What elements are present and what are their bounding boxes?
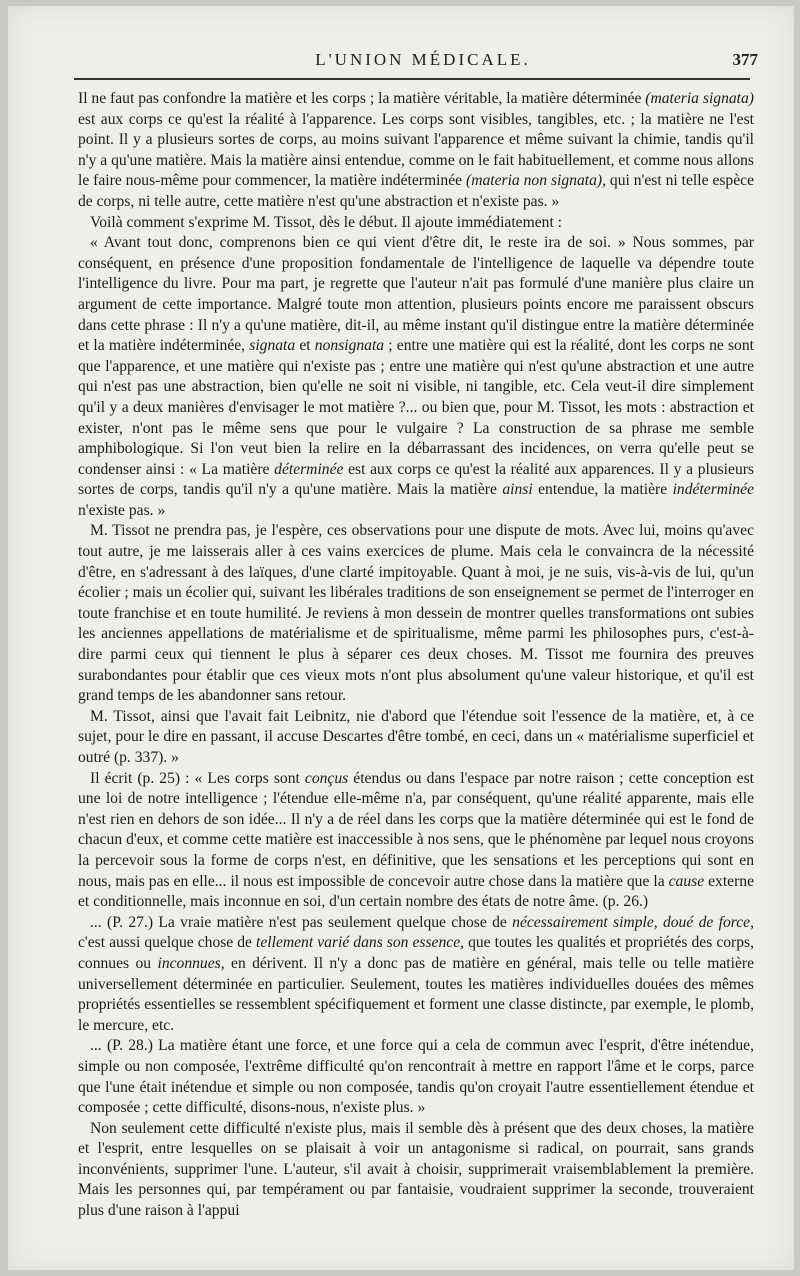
text-run: et	[295, 337, 315, 355]
text-run: que toutes les qualités et propriétés des corps, connues ou	[78, 934, 754, 972]
page-header	[88, 44, 758, 74]
italic-run: cause	[668, 872, 705, 890]
italic-run: signata	[249, 337, 296, 355]
italic-run: nonsignata	[314, 337, 385, 355]
page-number: 377	[732, 50, 758, 69]
paragraph-5	[78, 707, 754, 769]
text-run: Il ne faut pas confondre la matière et les corps ; la matière véritable, la matière déterminée	[78, 90, 646, 107]
italic-run: indéterminée	[672, 481, 754, 499]
paragraph-8	[78, 1036, 754, 1118]
paragraph-2	[78, 213, 754, 234]
paragraph-4	[78, 521, 754, 706]
italic-run: ainsi	[502, 481, 533, 499]
italic-run: tellement varié dans son essence,	[256, 934, 465, 952]
text-run: ... (P. 27.) La vraie matière n'est pas seulement quelque chose de	[90, 913, 513, 931]
body-text	[78, 89, 754, 1222]
running-title: L'UNION MÉDICALE.	[315, 50, 531, 69]
paragraph-1	[78, 89, 754, 213]
text-run: étendus ou dans l'espace par notre raison ; cette conception est une loi de notre intelligence ; l'étendue elle-même n'a, par conséquent, qu'une réalité apparente, mais elle n'est rien en dehors de son idée... Il n'y a de réel dans les corps que la matière déterminée qui est le fond de chacun d'eux, et comme cette matière est inaccessible à nos sens, que le phénomène par lequel nous croyons la percevoir sous la forme de corps n'est, en définitive, que les sensations et les perceptions qui sont en nous, mais pas en elle... il nous est impossible de concevoir autre chose dans la matière que la	[78, 769, 754, 890]
text-run: Voilà comment s'exprime M. Tissot, dès le début. Il ajoute immédiatement :	[90, 213, 563, 231]
text-run: n'existe pas. »	[78, 501, 166, 519]
italic-run: conçus	[304, 769, 349, 787]
italic-run: déterminée	[274, 460, 344, 478]
paragraph-7	[78, 913, 754, 1037]
text-run: ... (P. 28.) La matière étant une force, et une force qui a cela de commun avec l'esprit, d'être inétendue, simple ou non composée, l'extrême difficulté qu'on rencontrait à mettre en rapport l'âme et le corps, parce que l'une était inétendue et simple ou non composée, tandis qu'on croyait l'autre essentiellement étendue et composée ; cette difficulté, disons-nous, n'existe plus. »	[78, 1037, 754, 1117]
text-run: externe et conditionnelle, mais inconnue en soi, d'un certain nombre des états de notre âme. (p. 26.)	[78, 872, 754, 911]
italic-run: (materia non signata),	[466, 172, 606, 190]
italic-run: (materia signata)	[645, 90, 755, 107]
text-run: « Avant tout donc, comprenons bien ce qui vient d'être dit, le reste ira de soi. » Nous sommes, par conséquent, en présence d'une proposition fondamentale de l'intelligence de laquelle va dépendre toute l'intelligence du livre. Pour ma part, je regrette que l'auteur n'ait pas formulé d'une manière plus claire un argument de cette importance. Malgré toute mon attention, plusieurs points encore me paraissent obscurs dans cette phrase : Il n'y a qu'une matière, dit-il, au même instant qu'il distingue entre la matière déterminée et la matière indéterminée,	[78, 234, 754, 355]
paragraph-3	[78, 233, 754, 521]
paragraph-9	[78, 1119, 754, 1222]
header-rule	[74, 78, 750, 80]
italic-run: inconnues,	[157, 954, 225, 972]
text-run: ; entre une matière qui est la réalité, dont les corps ne sont que l'apparence, et une matière qui n'existe pas ; entre une matière qui n'est qu'une abstraction et une autre qui n'est pas une abstraction, bien qu'elle ne soit ni visible, ni tangible, etc. Cela veut-il dire simplement qu'il y a deux manières d'envisager le mot matière ?... ou bien que, pour M. Tissot, les mots : abstraction et exister, n'ont pas le même sens que pour le vulgaire ? La construction de sa phrase me semble amphibologique. Si l'on veut bien la relire en la débarrassant des incidences, on verra qu'elle peut se condenser ainsi : « La matière	[78, 337, 754, 478]
text-run: en dérivent. Il n'y a donc pas de matière en général, mais telle ou telle matière universellement déterminée en particulier. Seulement, toutes les matières individuelles douées des mêmes propriétés essentielles se ressemblent spécifiquement et forment une classe distincte, par exemple, le plomb, le mercure, etc.	[78, 954, 754, 1034]
paragraph-6	[78, 769, 754, 913]
text-run: M. Tissot, ainsi que l'avait fait Leibnitz, nie d'abord que l'étendue soit l'essence de la matière, et, à ce sujet, pour le dire en passant, il accuse Descartes d'être tombé, en ceci, dans un « matérialisme superficiel et outré (p. 337). »	[78, 707, 754, 766]
text-run: Il écrit (p. 25) : « Les corps sont	[90, 769, 305, 787]
text-run: Non seulement cette difficulté n'existe plus, mais il semble dès à présent que des deux choses, la matière et l'esprit, entre lesquelles on se plaisait à voir un antagonisme si radical, on pourrait, sans grands inconvénients, supprimer l'une. L'auteur, s'il avait à choisir, supprimerait vraisemblablement la première. Mais les personnes qui, par tempérament ou par fantaisie, voudraient supprimer la seconde, trouveraient plus d'une raison à l'appui	[78, 1119, 754, 1220]
text-run: est aux corps ce qu'est la réalité aux apparences. Il y a plusieurs sortes de corps, tandis qu'il n'y a qu'une matière. Mais la matière	[78, 460, 754, 499]
italic-run: nécessairement simple, doué de force,	[512, 913, 754, 931]
text-run: c'est aussi quelque chose de	[78, 934, 257, 952]
text-run: est aux corps ce qu'est la réalité à l'apparence. Les corps sont visibles, tangibles, etc. ; la matière ne l'est point. Il y a plusieurs sortes de corps, au moins suivant l'apparence et même suivant la chimie, tandis qu'il n'y a qu'une matière. Mais la matière ainsi entendue, comme on le fait habituellement, et comme nous allons le faire nous-même pour commencer, la matière indéterminée	[78, 110, 754, 190]
text-run: entendue, la matière	[532, 481, 673, 499]
text-run: M. Tissot ne prendra pas, je l'espère, ces observations pour une dispute de mots. Avec lui, moins qu'avec tout autre, je me laisserais aller à ces vains exercices de plume. Mais cela le convaincra de la nécessité d'être, en s'adressant à des laïques, d'une clarté impitoyable. Quant à moi, je ne suis, vis-à-vis de lui, qu'un écolier ; mais un écolier qui, suivant les libérales traditions de son enseignement se permet de l'interroger en toute franchise et en toute humilité. Je reviens à mon dessein de montrer quelles transformations ont subies les anciennes appellations de matérialisme et de spiritualisme, même parmi les philosophes purs, c'est-à-dire parmi ceux qui tiennent le plus à séparer ces deux choses. M. Tissot me fournira des preuves surabondantes pour établir que ces vieux mots n'ont plus absolument qu'une valeur historique, et qu'il est grand temps de les abandonner sans retour.	[78, 522, 754, 705]
text-run: qui n'est ni telle espèce de corps, ni telle autre, cette matière n'est qu'une abstraction et n'existe pas. »	[78, 172, 754, 210]
